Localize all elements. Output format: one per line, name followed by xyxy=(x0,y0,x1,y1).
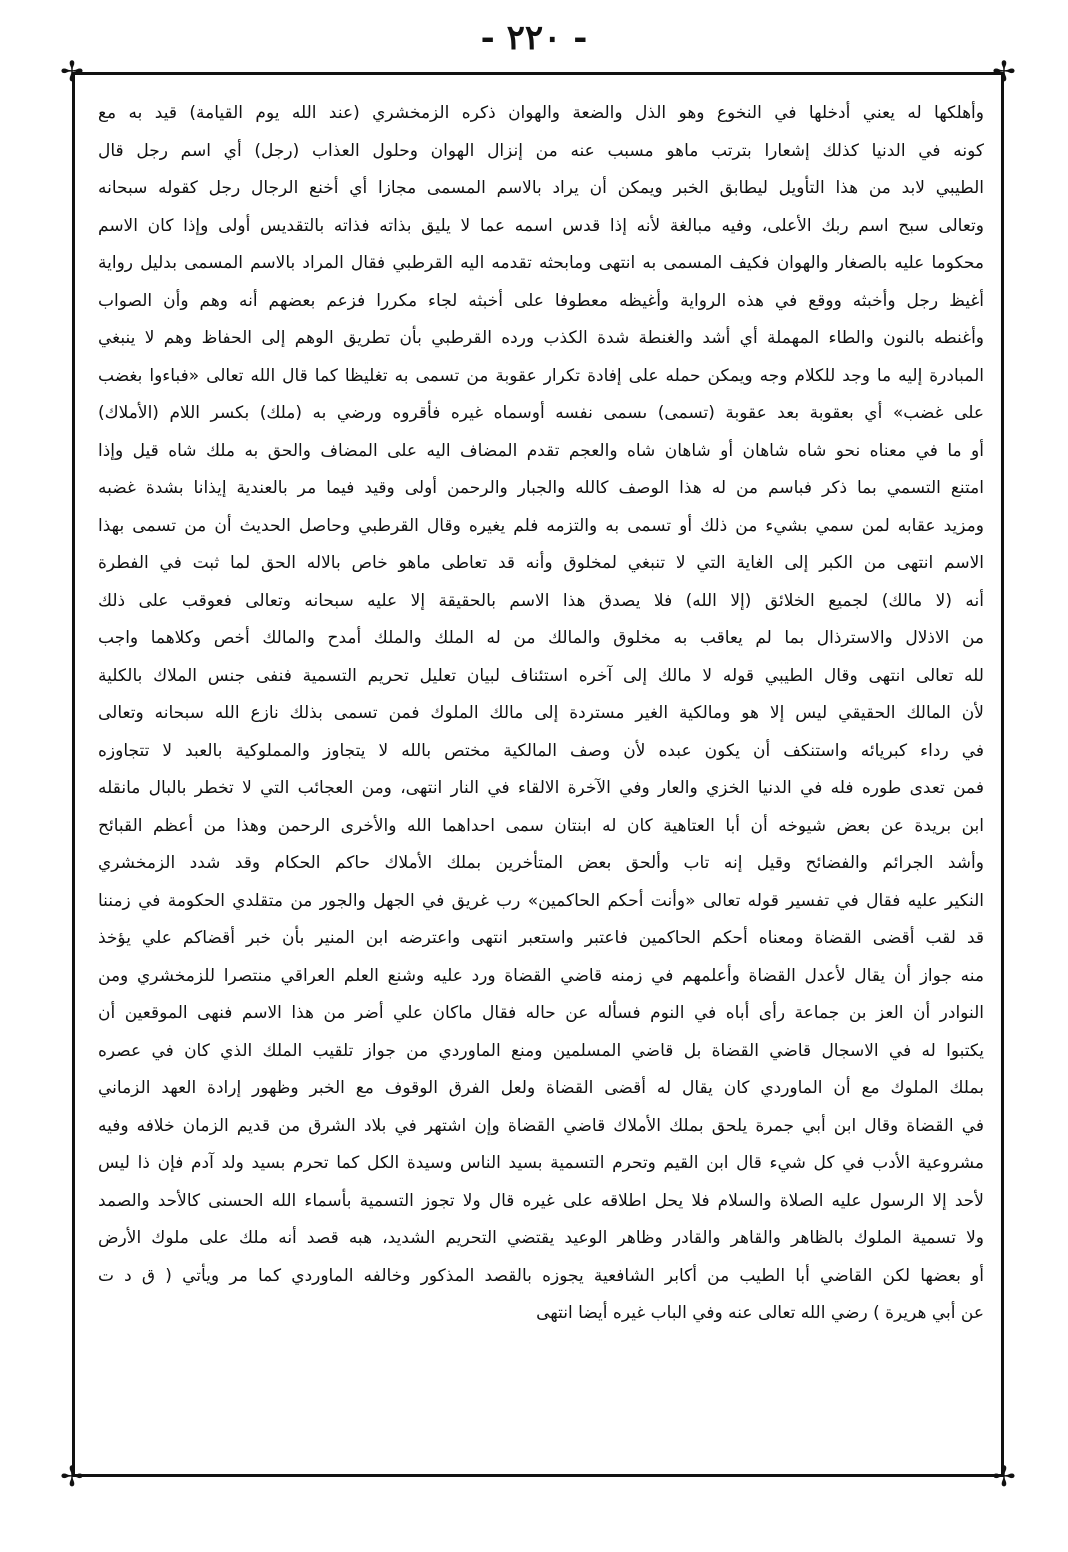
text-line: محكوما عليه بالصغار والهوان فكيف المسمى به انتهى ومابحثه تقدمه اليه القرطبي فقال المراد بالاسم المسمى بدليل رواية xyxy=(98,253,984,273)
page-number: - ٢٢٠ - xyxy=(480,18,588,58)
text-line: في القضاة وقال ابن أبي جمرة يلحق بملك الأملاك قاضي القضاة وإن اشتهر في بلاد الشرق من قديم الزمان خلافه وفيه xyxy=(98,1115,984,1136)
text-line: لله تعالى انتهى وقال الطيبي قوله لا مالك إلى آخره استئناف لبيان تعليل تحريم التسمية فنفى جنس الملاك بالكلية xyxy=(98,665,984,686)
text-line: لأن المالك الحقيقي ليس إلا هو ومالكية الغير مستردة إلى مالك الملوك فمن تسمى بذلك نازع الله سبحانه وتعالى xyxy=(98,703,984,723)
text-line: امتنع التسمي بما ذكر فباسم من له هذا الوصف كالله والجبار والرحمن أولى وقيد فيما مر بالعندية إيذانا بشدة غضبه xyxy=(98,478,984,498)
text-line: كونه في الدنيا كذلك إشعارا بترتب ماهو مسبب عنه من إنزال الهوان وحلول العذاب (رجل) أي اسم رجل قال xyxy=(98,140,984,161)
corner-ornament-icon: ✢ xyxy=(60,1460,84,1493)
border-top xyxy=(72,72,1004,75)
text-line: وتعالى سبح اسم ربك الأعلى، وفيه مبالغة لأنه إذا قدس اسمه عما لا يليق بذاته فذاته بالتقديس أولى وإذا كان الاسم xyxy=(98,215,984,236)
text-line: النوادر أن العز بن جماعة رأى أباه في النوم فسأله عن حاله فقال ماكان علي أضر من هذا الاسم فنهى الموقعين أن xyxy=(98,1003,984,1023)
text-line: ابن بريدة عن بعض شيوخه أن أبا العتاهية كان له ابنتان سمى احداهما الله والأخرى الرحمن وهذا من أعظم القبائح xyxy=(98,815,984,836)
text-line: وأهلكها له يعني أدخلها في النخوع وهو الذل والضعة والهوان ذكره الزمخشري (عند الله يوم القيامة) قيد به مع xyxy=(98,103,984,123)
text-line: المبادرة إليه ما وجد للكلام وجه ويمكن حمله على إفادة تكرار عقوبة من تسمى به تغليظا كما قال الله تعالى «فباءوا بغضب xyxy=(98,365,984,386)
text-line: النكير عليه فقال في تفسير قوله تعالى «وأنت أحكم الحاكمين» رب غريق في الجهل والجور من متقلدي الحكومة في زمننا xyxy=(98,890,984,911)
text-line: أو ما في معناه نحو شاه شاهان أو شاهان شاه والعجم تقدم المضاف اليه على المضاف والحق به ملك شاه قيل وإذا xyxy=(98,440,984,461)
text-line: على غضب» أي بعقوبة بعد عقوبة (تسمى) ىسمى نفسه أوسماه غيره فأقروه ورضي به (ملك) بكسر اللام (الأملاك) xyxy=(98,403,984,423)
text-line: عن أبي هريرة ) رضي الله تعالى عنه وفي الباب غيره أيضا انتهى xyxy=(536,1303,984,1323)
corner-ornament-icon: ✢ xyxy=(992,55,1016,88)
text-line: أغيظ رجل وأخبثه ووقع في هذه الرواية وأغيظه معطوفا على أخبثه لجاء مكررا فزعم بعضهم أنه وهم وأن الصواب xyxy=(98,290,984,311)
text-line: ومزيد عقابه لمن سمي بشيء من ذلك أو تسمى به والتزمه فلم يغيره وقال القرطبي وحاصل الحديث أن من تسمى بهذا xyxy=(98,515,984,536)
text-line: قد لقب أقضى القضاة ومعناه أحكم الحاكمين فاعتبر واستعبر انتهى واعترضه ابن المنير بأن خبر أقضاكم علي يؤخذ xyxy=(98,928,984,948)
text-line: وأغنطه بالنون والطاء المهملة أي أشد والغنطة شدة الكذب ورده القرطبي بأن تطريق الوهم إلى الحفاظ وهم لا ينبغي xyxy=(98,328,984,348)
border-left xyxy=(72,72,75,1477)
text-line: في رداء كبريائه واستنكف أن يكون عبده لأن وصف المالكية مختص بالله لا يتجاوز والمملوكية بالعبد لا تتجاوزه xyxy=(98,740,984,761)
text-line: الاسم انتهى من الكبر إلى الغاية التي لا تنبغي لمخلوق وأنه قد تعاطى ماهو خاص بالاله الحق لما ثبت في الفطرة xyxy=(98,553,984,573)
border-bottom xyxy=(72,1474,1004,1477)
text-line: من الاذلال والاسترذال بما لم يعاقب به مخلوق والمالك من له الملك والملك أمدح والمالك أخص وكلاهما واجب xyxy=(98,628,984,648)
body-text xyxy=(98,95,984,1333)
text-line: يكتبوا له في الاسجال قاضي القضاة بل قاضي المسلمين ومنع الماوردي من جواز تلقيب الملك الذي كان في عصره xyxy=(98,1040,984,1061)
text-line: ولا تسمية الملوك بالظاهر والقاهر والقادر وظاهر الوعيد يقتضي التحريم الشديد، هبه قصد أنه ملك على ملوك الأرض xyxy=(98,1228,984,1248)
corner-ornament-icon: ✢ xyxy=(992,1460,1016,1493)
text-line: منه جواز أن يقال لأعدل القضاة وأعلمهم في زمنه قاضي القضاة ورد عليه وشنع العلم العراقي منتصرا للزمخشري ومن xyxy=(98,965,984,986)
text-line: مشروعية الأدب في كل شيء قال ابن القيم وتحرم التسمية بسيد الناس وسيدة الكل كما تحرم بسيد ولد آدم فإن ذا ليس xyxy=(98,1153,984,1173)
text-line: أنه (لا مالك) لجميع الخلائق (إلا الله) فلا يصدق هذا الاسم بالحقيقة إلا عليه سبحانه وتعالى فعوقب على ذلك xyxy=(98,590,984,611)
corner-ornament-icon: ✢ xyxy=(60,55,84,88)
text-line: لأحد إلا الرسول عليه الصلاة والسلام فلا يحل اطلاقه على غيره قال ولا تجوز التسمية بأسماء الله الحسنى كالأحد والصمد xyxy=(98,1190,984,1211)
border-right xyxy=(1001,72,1004,1477)
text-line: فمن تعدى طوره فله في الدنيا الخزي والعار وفي الآخرة الالقاء في النار انتهى، ومن العجائب التي لا تخطر بالبال مانقله xyxy=(98,778,984,798)
text-line: وأشد الجرائم والفضائح وقيل إنه تاب وألحق بعض المتأخرين بملك الأملاك حاكم الحكام وقد شدد الزمخشري xyxy=(98,853,984,873)
text-line: الطيبي لابد من هذا التأويل ليطابق الخبر ويمكن أن يراد بالاسم المسمى مجازا أي أخنع الرجال رجل كقوله سبحانه xyxy=(98,178,984,198)
text-line: بملك الملوك مع أن الماوردي كان يقال له أقضى القضاة ولعل الفرق الوقوف مع الخبر وظهور إرادة العهد الزماني xyxy=(98,1078,984,1098)
text-line: أو بعضها لكن القاضي أبا الطيب من أكابر الشافعية يجوزه بالقصد المذكور وخالفه الماوردي كما مر ويأتي ( ق د ت xyxy=(98,1265,984,1286)
